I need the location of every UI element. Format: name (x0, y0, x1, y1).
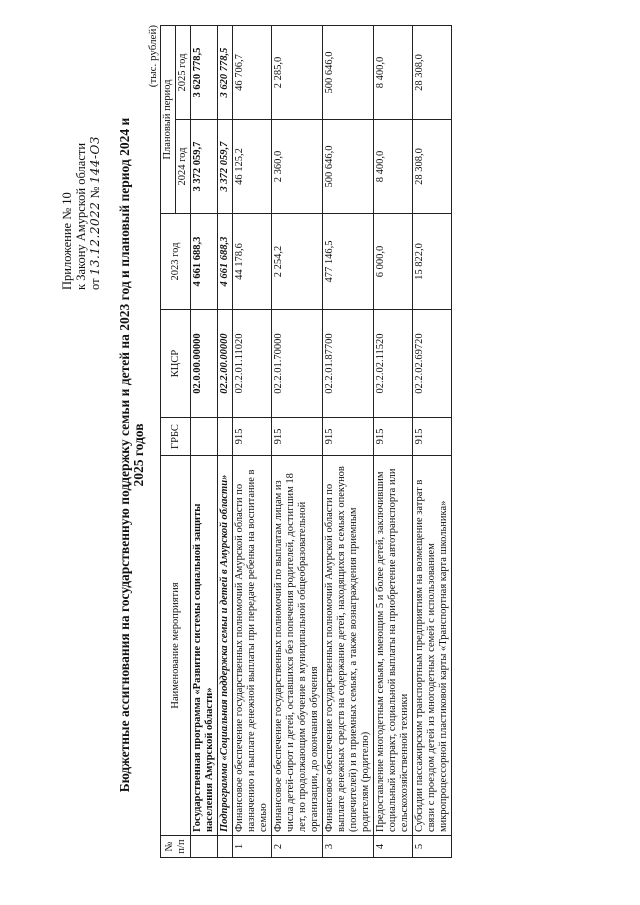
header-kcsr: КЦСР (161, 310, 191, 418)
cell-name: Финансовое обеспечение государственных полномочий Амурской области по выплате денежных средств на содержание детей, находящихся в семьях опекунов (попечителей) и в приемных семьях, а также вознаграждения приемным родителям (родителю) (323, 456, 374, 836)
header-name: Наименование мероприятия (161, 456, 191, 836)
cell-2025: 3 620 778,5 (191, 26, 218, 120)
table-row (218, 26, 233, 858)
cell-2023: 477 146,5 (323, 214, 374, 310)
document-title (118, 65, 146, 845)
cell-2024: 500 646,0 (323, 120, 374, 214)
cell-kcsr: 02.2.01.70000 (272, 310, 323, 418)
header-2024: 2024 год (176, 120, 191, 214)
number-prefix: № (88, 186, 102, 199)
cell-num: 2 (272, 836, 323, 858)
budget-table (160, 25, 452, 858)
handwritten-law-number: 144-ОЗ (88, 136, 102, 184)
cell-kcsr: 02.2.00.00000 (218, 310, 233, 418)
cell-2023: 2 254,2 (272, 214, 323, 310)
cell-2023: 4 661 688,3 (191, 214, 218, 310)
cell-num: 5 (413, 836, 452, 858)
appendix-date-line (88, 40, 102, 290)
cell-grbs: 915 (374, 418, 413, 456)
cell-2024: 2 360,0 (272, 120, 323, 214)
cell-name: Финансовое обеспечение государственных полномочий Амурской области по назначению и выплате денежной выплаты при передаче ребенка на воспитание в семью (233, 456, 272, 836)
cell-grbs: 915 (413, 418, 452, 456)
cell-2023: 4 661 688,3 (218, 214, 233, 310)
cell-grbs (218, 418, 233, 456)
cell-num: 4 (374, 836, 413, 858)
cell-2024: 8 400,0 (374, 120, 413, 214)
cell-2024: 3 372 059,7 (191, 120, 218, 214)
table-row (323, 26, 374, 858)
cell-kcsr: 02.2.01.11020 (233, 310, 272, 418)
cell-name: Подпрограмма «Социальная поддержка семьи и детей в Амурской области» (218, 456, 233, 836)
header-num: № п/п (161, 836, 191, 858)
cell-2024: 28 308,0 (413, 120, 452, 214)
title-line-1: Бюджетные ассигнования на государственную поддержку семьи и детей на 2023 год и плановый период 2024 и (117, 117, 132, 793)
table-row (191, 26, 218, 858)
cell-name: Субсидии пассажирским транспортным предприятиям на возмещение затрат в связи с проездом детей из многодетных семей с использованием микропроцессорной пластиковой карты «Транспортная карта школьника» (413, 456, 452, 836)
cell-kcsr: 02.0.00.00000 (191, 310, 218, 418)
cell-2024: 46 125,2 (233, 120, 272, 214)
units-label: (тыс. рублей) (147, 25, 159, 88)
appendix-law-reference: к Закону Амурской области (74, 142, 88, 290)
cell-num (191, 836, 218, 858)
cell-name: Финансовое обеспечение государственных полномочий по выплатам лицам из числа детей-сирот и детей, оставшихся без попечения родителей, достигшим 18 лет, но продолжающим обучение в муниципальной общеобразовательной организации, до окончания обучения (272, 456, 323, 836)
cell-kcsr: 02.2.01.87700 (323, 310, 374, 418)
header-planned-period: Плановый период (161, 26, 176, 214)
table-row (413, 26, 452, 858)
title-line-2: 2025 годов (131, 423, 146, 487)
cell-2023: 15 822,0 (413, 214, 452, 310)
cell-2024: 3 372 059,7 (218, 120, 233, 214)
table-row (233, 26, 272, 858)
cell-2023: 6 000,0 (374, 214, 413, 310)
cell-2025: 3 620 778,5 (218, 26, 233, 120)
cell-kcsr: 02.2.02.69720 (413, 310, 452, 418)
header-2025: 2025 год (176, 26, 191, 120)
appendix-header (60, 40, 102, 290)
cell-kcsr: 02.2.02.11520 (374, 310, 413, 418)
cell-grbs: 915 (272, 418, 323, 456)
cell-grbs: 915 (233, 418, 272, 456)
cell-2025: 2 285,0 (272, 26, 323, 120)
table-row (374, 26, 413, 858)
cell-2025: 8 400,0 (374, 26, 413, 120)
cell-grbs (191, 418, 218, 456)
cell-2025: 28 308,0 (413, 26, 452, 120)
cell-2023: 44 178,6 (233, 214, 272, 310)
appendix-number: Приложение № 10 (60, 192, 74, 290)
header-grbs: ГРБС (161, 418, 191, 456)
cell-name: Государственная программа «Развитие системы социальной защиты населения Амурской области» (191, 456, 218, 836)
cell-num (218, 836, 233, 858)
handwritten-date: 13.12.2022 (88, 201, 102, 276)
cell-2025: 46 706,7 (233, 26, 272, 120)
cell-num: 3 (323, 836, 374, 858)
cell-grbs: 915 (323, 418, 374, 456)
cell-2025: 500 646,0 (323, 26, 374, 120)
cell-name: Предоставление многодетным семьям, имеющим 5 и более детей, заключившим социальный контракт, социальной выплаты на приобретение автотранспорта или сельскохозяйственной техники (374, 456, 413, 836)
table-row (272, 26, 323, 858)
header-2023: 2023 год (161, 214, 191, 310)
date-prefix: от (88, 278, 102, 290)
cell-num: 1 (233, 836, 272, 858)
